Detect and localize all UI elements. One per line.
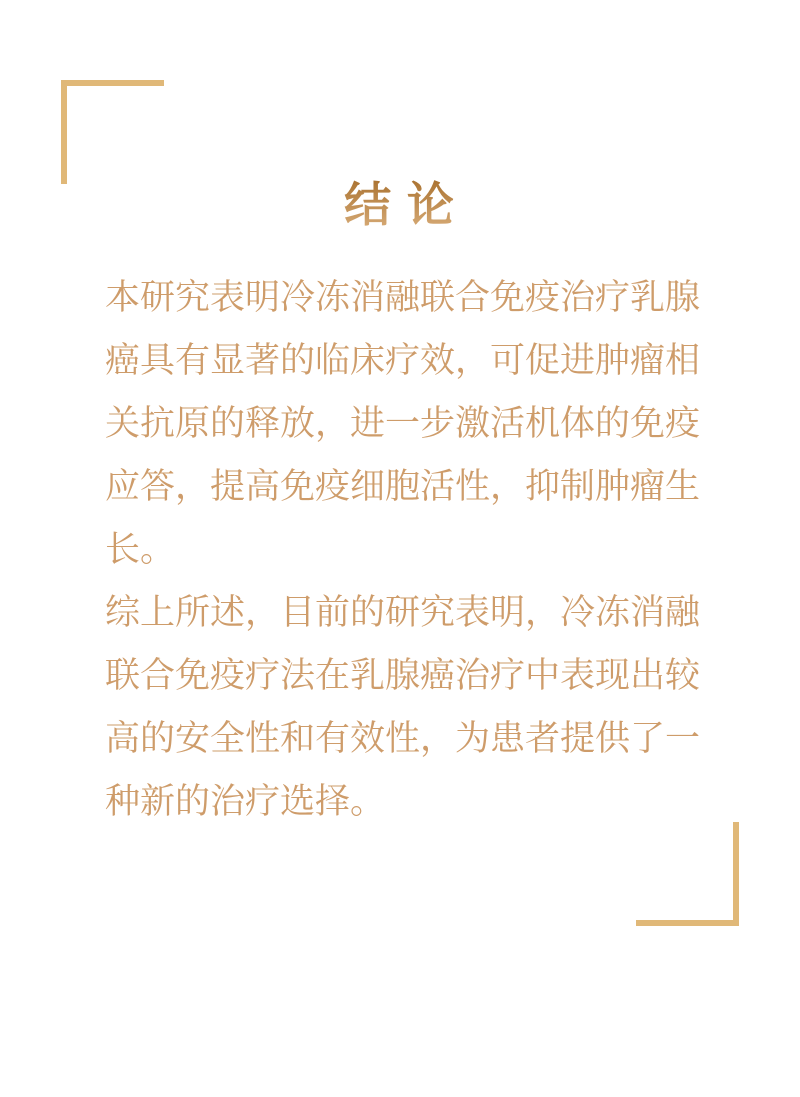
corner-bracket-bottom-right	[636, 822, 739, 926]
body-line: 综上所述，目前的研究表明，冷冻消融	[105, 593, 701, 632]
body-line: 联合免疫疗法在乳腺癌治疗中表现出较	[105, 656, 701, 695]
body-line: 癌具有显著的临床疗效，可促进肿瘤相	[105, 341, 701, 380]
body-line: 关抗原的释放，进一步激活机体的免疫	[105, 404, 701, 443]
page-title: 结 论	[0, 178, 800, 234]
body-line: 应答，提高免疫细胞活性，抑制肿瘤生	[105, 467, 701, 506]
corner-bracket-top-left	[61, 80, 164, 184]
body-line: 高的安全性和有效性，为患者提供了一	[105, 719, 701, 758]
body-line: 长。	[105, 530, 176, 569]
conclusion-paragraphs	[105, 266, 705, 833]
body-line: 种新的治疗选择。	[105, 782, 386, 821]
body-line: 本研究表明冷冻消融联合免疫治疗乳腺	[105, 278, 701, 317]
